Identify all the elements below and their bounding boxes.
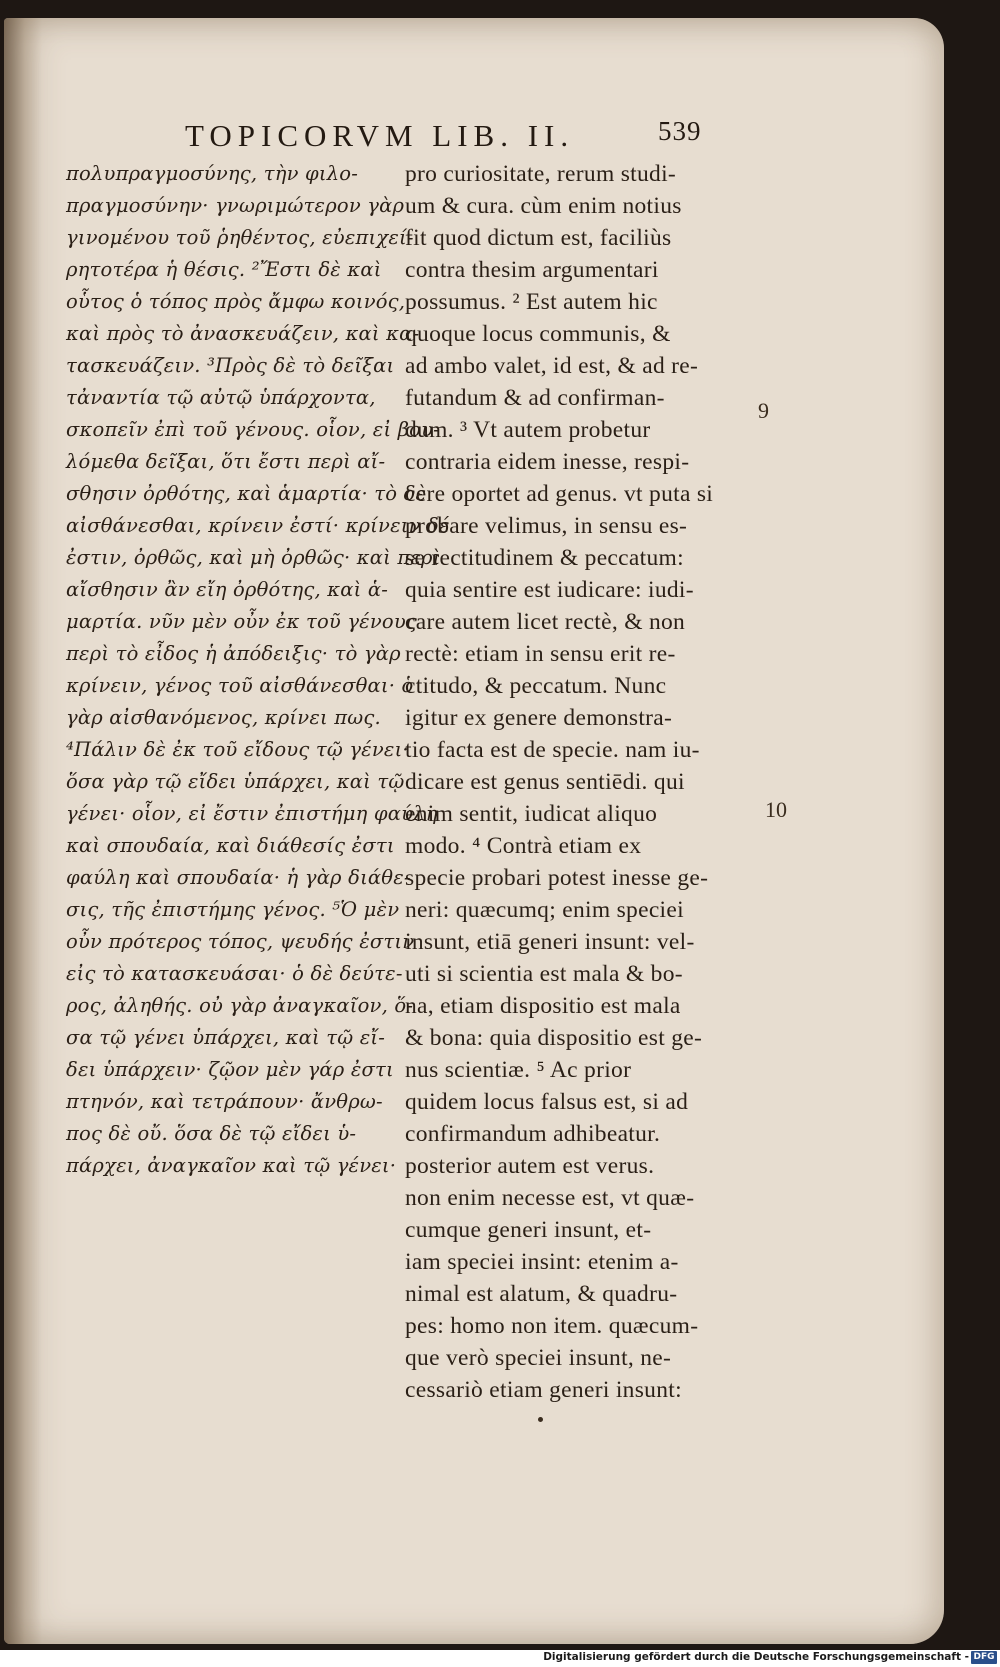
greek-text-line: αἴσθησιν ἂν εἴη ὀρθότης, καὶ ἁ- [66,578,388,601]
latin-text-line: na, etiam dispositio est mala [405,993,681,1019]
latin-text-line: posterior autem est verus. [405,1153,655,1179]
latin-text-line: enim sentit, iudicat aliquo [405,801,658,827]
greek-text-line: οὖν πρότερος τόπος, ψευδής ἐστιν [66,930,415,953]
latin-text-line: cessariò etiam generi insunt: [405,1377,682,1403]
latin-text-line: quidem locus falsus est, si ad [405,1089,689,1115]
greek-text-line: γὰρ αἰσθανόμενος, κρίνει πως. [66,706,381,729]
latin-text-line: igitur ex genere demonstra- [405,705,673,731]
greek-text-line: γινομένου τοῦ ῥηθέντος, εὐεπιχεί- [66,226,414,249]
latin-text-line: dum. ³ Vt autem probetur [405,417,651,443]
latin-text-line: pes: homo non item. quæcum- [405,1313,699,1339]
greek-text-line: αἰσθάνεσθαι, κρίνειν ἐστί· κρίνειν δέ [66,514,450,537]
greek-text-line: περὶ τὸ εἶδος ἡ ἀπόδειξις· τὸ γὰρ [66,642,401,665]
greek-text-line: φαύλη καὶ σπουδαία· ἡ γὰρ διάθε- [66,866,411,889]
greek-text-line: εἰς τὸ κατασκευάσαι· ὁ δὲ δεύτε- [66,962,403,985]
latin-text-line: quia sentire est iudicare: iudi- [405,577,694,603]
dfg-logo: DFG [971,1651,997,1664]
page-number: 539 [658,116,702,146]
latin-text-line: probare velimus, in sensu es- [405,513,688,539]
latin-text-line: quoque locus communis, & [405,321,671,347]
latin-text-line: um & cura. cùm enim notius [405,193,682,219]
latin-text-line: cumque generi insunt, et- [405,1217,652,1243]
latin-text-line: pro curiositate, rerum studi- [405,161,677,187]
latin-text-line: care autem licet rectè, & non [405,609,686,635]
greek-text-line: σκοπεῖν ἐπὶ τοῦ γένους. οἷον, εἰ βου- [66,418,440,441]
greek-text-line: ⁴Πάλιν δὲ ἐκ τοῦ εἴδους τῷ γένει· [66,738,409,761]
latin-text-line: iam speciei insint: etenim a- [405,1249,679,1275]
page-gutter-shadow [4,18,42,1644]
greek-text-line: πολυπραγμοσύνης, τὴν φιλο- [66,162,359,185]
greek-text-line: γένει· οἷον, εἰ ἔστιν ἐπιστήμη φαύλη [66,802,438,825]
latin-text-line: insunt, etiā generi insunt: vel- [405,929,695,955]
latin-text-line: cere oportet ad genus. vt puta si [405,481,714,507]
margin-note-9: 9 [758,398,769,423]
greek-text-line: τἀναντία τῷ αὐτῷ ὑπάρχοντα, [66,386,376,409]
greek-text-line: ρητοτέρα ἡ θέσις. ²Ἔστι δὲ καὶ [66,258,382,281]
greek-text-line: σθησιν ὀρθότης, καὶ ἁμαρτία· τὸ δὲ [66,482,427,505]
greek-text-line: πραγμοσύνην· γνωριμώτερον γὰρ [66,194,405,217]
margin-note-10: 10 [765,797,787,822]
running-title: TOPICORVM LIB. II. [185,118,575,153]
greek-text-line: μαρτία. νῦν μὲν οὖν ἐκ τοῦ γένους [66,610,418,633]
latin-text-line: contraria eidem inesse, respi- [405,449,690,475]
greek-text-line: σις, τῆς ἐπιστήμης γένος. ⁵Ὁ μὲν [66,898,400,921]
greek-text-line: δει ὑπάρχειν· ζῷον μὲν γάρ ἐστι [66,1058,394,1081]
greek-text-line: λόμεθα δεῖξαι, ὅτι ἔστι περὶ αἴ- [66,450,386,473]
latin-text-line: futandum & ad confirman- [405,385,665,411]
greek-text-line: ρος, ἀληθής. οὐ γὰρ ἀναγκαῖον, ὅ- [66,994,414,1017]
latin-text-line: contra thesim argumentari [405,257,659,283]
greek-text-line: καὶ πρὸς τὸ ἀνασκευάζειν, καὶ κα- [66,322,420,345]
greek-text-line: ἐστιν, ὀρθῶς, καὶ μὴ ὀρθῶς· καὶ περὶ [66,546,441,569]
latin-text-line: confirmandum adhibeatur. [405,1121,661,1147]
latin-text-column [405,158,735,1406]
greek-text-column [66,158,450,1182]
greek-text-line: τασκευάζειν. ³Πρὸς δὲ τὸ δεῖξαι [66,354,395,377]
greek-text-line: κρίνειν, γένος τοῦ αἰσθάνεσθαι· ὁ [66,674,414,697]
latin-text-line: nimal est alatum, & quadru- [405,1281,678,1307]
latin-text-line: dicare est genus sentiēdi. qui [405,769,685,795]
latin-text-line: que verò speciei insunt, ne- [405,1345,672,1371]
latin-text-line: nus scientiæ. ⁵ Ac prior [405,1057,632,1083]
greek-text-line: καὶ σπουδαία, καὶ διάθεσίς ἐστι [66,834,395,857]
latin-text-line: se rectitudinem & peccatum: [405,545,684,571]
greek-text-line: πάρχει, ἀναγκαῖον καὶ τῷ γένει· [66,1154,397,1177]
digitization-credit: Digitalisierung gefördert durch die Deutsche Forschungsgemeinschaft - [543,1651,969,1663]
latin-text-line: modo. ⁴ Contrà etiam ex [405,833,642,859]
greek-text-line: πτηνόν, καὶ τετράπουν· ἄνθρω- [66,1090,383,1113]
latin-text-line: & bona: quia dispositio est ge- [405,1025,703,1051]
latin-text-line: neri: quæcumq; enim speciei [405,897,684,923]
latin-text-line: non enim necesse est, vt quæ- [405,1185,695,1211]
greek-text-line: ὅσα γὰρ τῷ εἴδει ὑπάρχει, καὶ τῷ [66,770,405,793]
latin-text-line: possumus. ² Est autem hic [405,289,658,315]
latin-text-line: tio facta est de specie. nam iu- [405,737,700,763]
greek-text-line: πος δὲ οὔ. ὅσα δὲ τῷ εἴδει ὑ- [66,1122,357,1145]
latin-text-line: ctitudo, & peccatum. Nunc [405,673,667,699]
latin-text-line: specie probari potest inesse ge- [405,865,709,891]
latin-text-line: ad ambo valet, id est, & ad re- [405,353,699,379]
latin-text-line: fit quod dictum est, faciliùs [405,225,672,251]
greek-text-line: σα τῷ γένει ὑπάρχει, καὶ τῷ εἴ- [66,1026,386,1049]
running-header [185,118,745,158]
greek-text-line: οὗτος ὁ τόπος πρὸς ἄμφω κοινός, [66,290,406,313]
latin-text-line: rectè: etiam in sensu erit re- [405,641,676,667]
ink-dot [538,1417,543,1422]
latin-text-line: uti si scientia est mala & bo- [405,961,683,987]
